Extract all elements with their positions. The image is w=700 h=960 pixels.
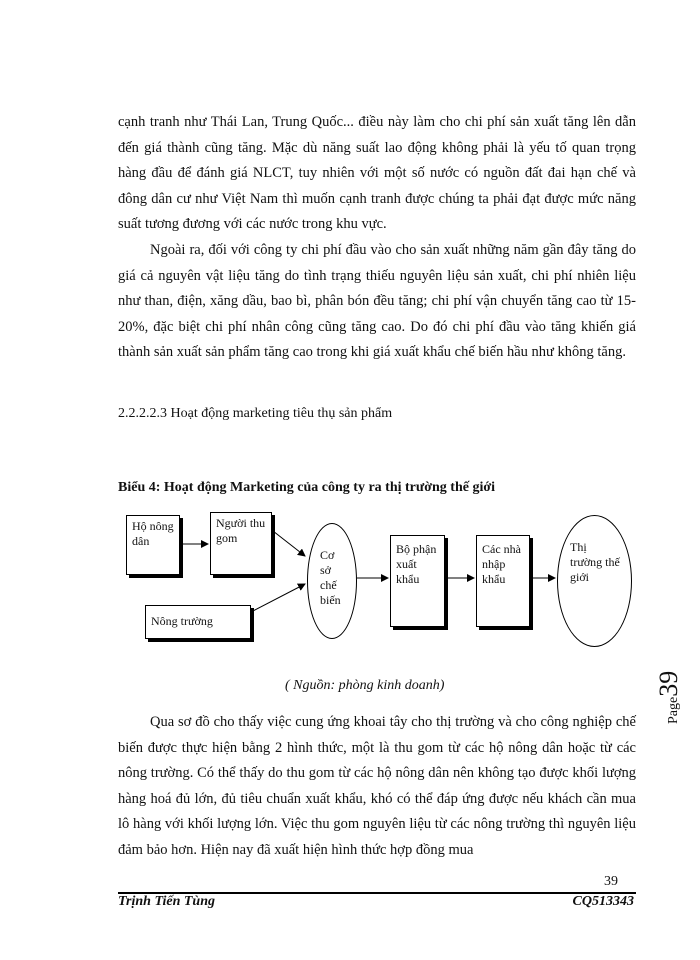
node-nong-truong-label: Nông trường — [151, 614, 213, 628]
node-nguoi-thu-gom-label: Người thu gom — [216, 516, 266, 545]
side-page-word: Page — [666, 696, 681, 724]
arrow-collector-to-processor — [273, 531, 305, 556]
footer-code: CQ513343 — [572, 894, 634, 909]
figure-title: Biểu 4: Hoạt động Marketing của công ty ra thị trường thế giới — [118, 480, 496, 495]
page-number: 39 — [604, 874, 618, 889]
node-cac-nha-nhap-khau — [476, 535, 530, 627]
node-cac-nha-nhap-khau-label: Các nhà nhập khẩu — [482, 542, 521, 586]
section-heading: 2.2.2.2.3 Hoạt động marketing tiêu thụ sản phẩm — [118, 406, 393, 421]
body-paragraph-1: cạnh tranh như Thái Lan, Trung Quốc... điều này làm cho chi phí sản xuất tăng lên dẫn đến giá thành cũng tăng. Mặc dù năng suất lao động không phải là yếu tố quan trọng hàng đầu để đánh giá NLCT, tuy nhiên với một số nước có nguồn đất đai hạn chế và đông dân cư như Việt Nam thì muốn cạnh tranh được chúng ta phải đạt được mức năng suất tương đương với các nước trong khu vực. — [118, 114, 636, 233]
node-bo-phan-xuat-khau — [390, 535, 445, 627]
figure-source: ( Nguồn: phòng kinh doanh) — [285, 678, 445, 693]
footer-author: Trịnh Tiến Tùng — [118, 894, 215, 909]
side-page-label — [654, 668, 694, 728]
node-bo-phan-xuat-khau-label: Bộ phận xuất khẩu — [396, 542, 437, 586]
side-page-number: 39 — [654, 670, 683, 697]
node-thi-truong-the-gioi — [557, 515, 632, 647]
side-page-label-rotated — [654, 671, 684, 724]
node-thi-truong-the-gioi-label: Thị trường thế giới — [570, 540, 620, 584]
node-co-so-che-bien-label: Cơ sở chế biến — [320, 548, 341, 607]
node-co-so-che-bien — [307, 523, 357, 639]
body-paragraph-2: Ngoài ra, đối với công ty chi phí đầu vào cho sản xuất những năm gần đây tăng do giá cả nguyên vật liệu tăng do tình trạng thiếu nguyên liệu sản xuất, chi phí nhiên liệu như than, điện, xăng dầu, bao bì, phân bón đều tăng; chi phí vận chuyển tăng cao từ 15-20%, đặc biệt chi phí nhân công cũng tăng cao. Do đó chi phí đầu vào tăng khiến giá thành sản xuất sản phẩm tăng cao trong khi giá xuất khẩu chế biến hầu như không tăng. — [118, 242, 636, 361]
node-nong-truong — [145, 605, 251, 639]
node-ho-nong-dan — [126, 515, 180, 575]
arrow-farm-to-processor — [251, 584, 305, 612]
body-paragraph-3: Qua sơ đồ cho thấy việc cung ứng khoai tây cho thị trường và cho công nghiệp chế biến được thực hiện bằng 2 hình thức, một là thu gom từ các hộ nông dân hoặc từ các nông trường. Có thể thấy do thu gom từ các hộ nông dân nên không tạo được khối lượng hàng hoá đủ lớn, đủ tiêu chuẩn xuất khẩu, khó có thể đáp ứng được nếu khách cần mua lô hàng với khối lượng lớn. Việc thu gom nguyên liệu từ các nông trường thì nguyên liệu đảm bảo hơn. Hiện nay đã xuất hiện hình thức hợp đồng mua — [118, 714, 636, 858]
node-ho-nong-dan-label: Hộ nông dân — [132, 519, 174, 548]
node-nguoi-thu-gom — [210, 512, 272, 575]
